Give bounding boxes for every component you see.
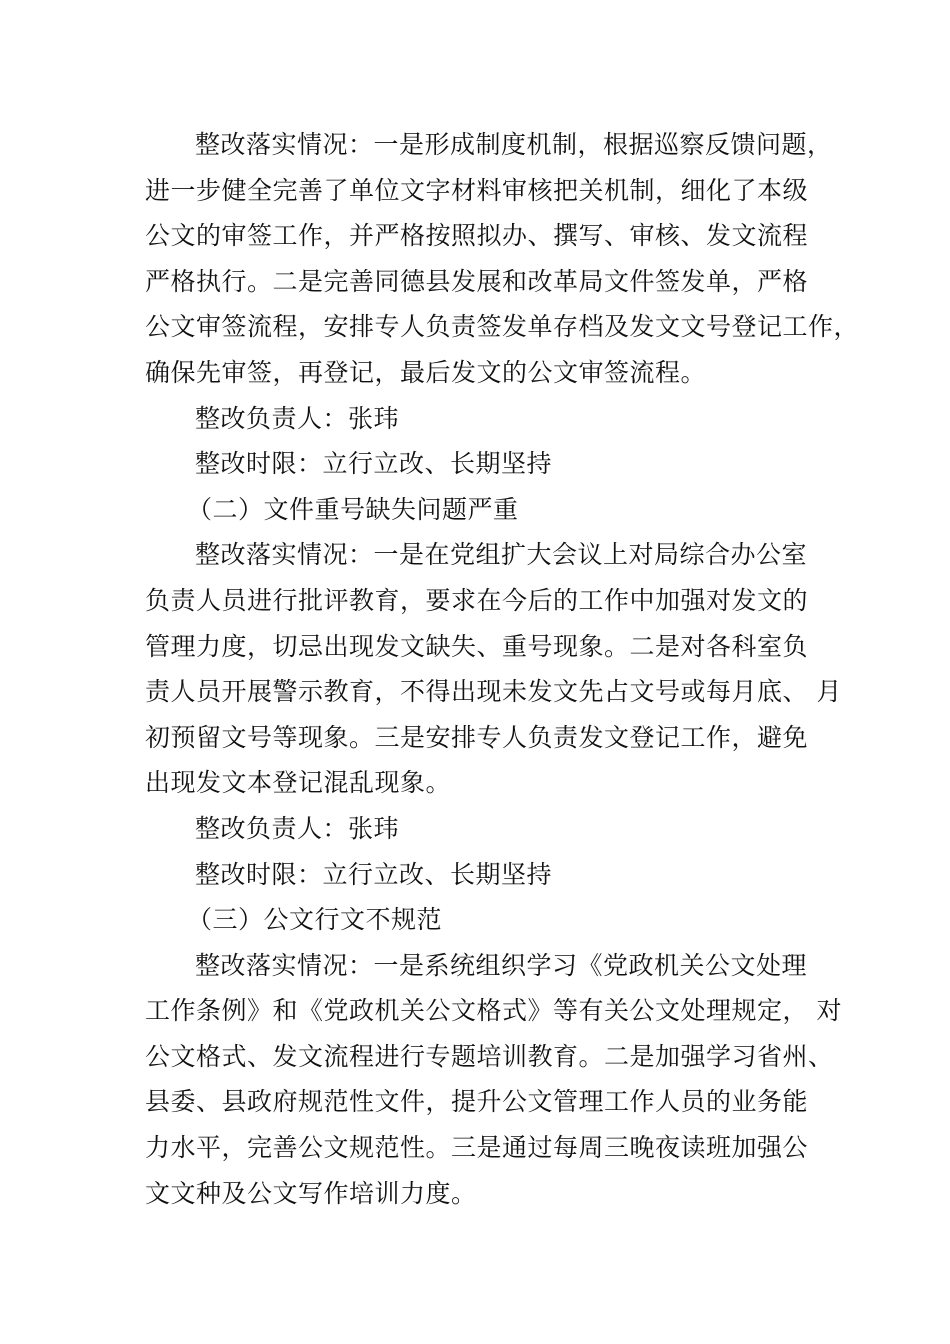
deadline: 整改时限：立行立改、长期坚持 xyxy=(195,859,553,889)
paragraph-line: 整改落实情况：一是在党组扩大会议上对局综合办公室 xyxy=(195,540,808,570)
paragraph-line: 整改落实情况：一是形成制度机制，根据巡察反馈问题， xyxy=(195,130,833,159)
paragraph-line: 负责人员进行批评教育，要求在今后的工作中加强对发文的 xyxy=(145,585,809,615)
deadline: 整改时限：立行立改、长期坚持 xyxy=(195,449,553,479)
paragraph-line: 责人员开展警示教育，不得出现未发文先占文号或每月底、 月 xyxy=(145,677,842,707)
paragraph-line: 公文的审签工作，并严格按照拟办、撰写、审核、发文流程 xyxy=(145,221,809,251)
document-page xyxy=(145,122,860,1216)
paragraph-line: 确保先审签，再登记，最后发文的公文审签流程。 xyxy=(145,357,707,387)
responsible-person: 整改负责人：张玮 xyxy=(195,813,400,843)
paragraph-line: 严格执行。二是完善同德县发展和改革局文件签发单，严格 xyxy=(145,266,809,296)
paragraph-line: 县委、县政府规范性文件，提升公文管理工作人员的业务能 xyxy=(145,1087,809,1117)
paragraph-line: 进一步健全完善了单位文字材料审核把关机制，细化了本级 xyxy=(145,175,809,205)
paragraph-line: 公文审签流程，安排专人负责签发单存档及发文文号登记工作， xyxy=(145,312,860,342)
paragraph-line: 文文种及公文写作培训力度。 xyxy=(145,1178,477,1208)
section-3 xyxy=(145,897,845,1216)
paragraph-line: 出现发文本登记混乱现象。 xyxy=(145,768,452,798)
section-heading: （二）文件重号缺失问题严重 xyxy=(187,494,519,524)
paragraph-line: 整改落实情况：一是系统组织学习《党政机关公文处理 xyxy=(195,950,808,980)
paragraph-line: 初预留文号等现象。三是安排专人负责发文登记工作，避免 xyxy=(145,722,809,752)
paragraph-line: 公文格式、发文流程进行专题培训教育。二是加强学习省州、 xyxy=(145,1041,834,1071)
section-heading: （三）公文行文不规范 xyxy=(187,905,443,935)
responsible-person: 整改负责人：张玮 xyxy=(195,403,400,433)
paragraph-line: 力水平，完善公文规范性。三是通过每周三晚夜读班加强公 xyxy=(145,1133,809,1163)
paragraph-line: 工作条例》和《党政机关公文格式》等有关公文处理规定， 对 xyxy=(145,996,842,1026)
section-1 xyxy=(145,122,860,487)
paragraph-line: 管理力度，切忌出现发文缺失、重号现象。二是对各科室负 xyxy=(145,631,809,661)
section-2 xyxy=(145,487,845,897)
